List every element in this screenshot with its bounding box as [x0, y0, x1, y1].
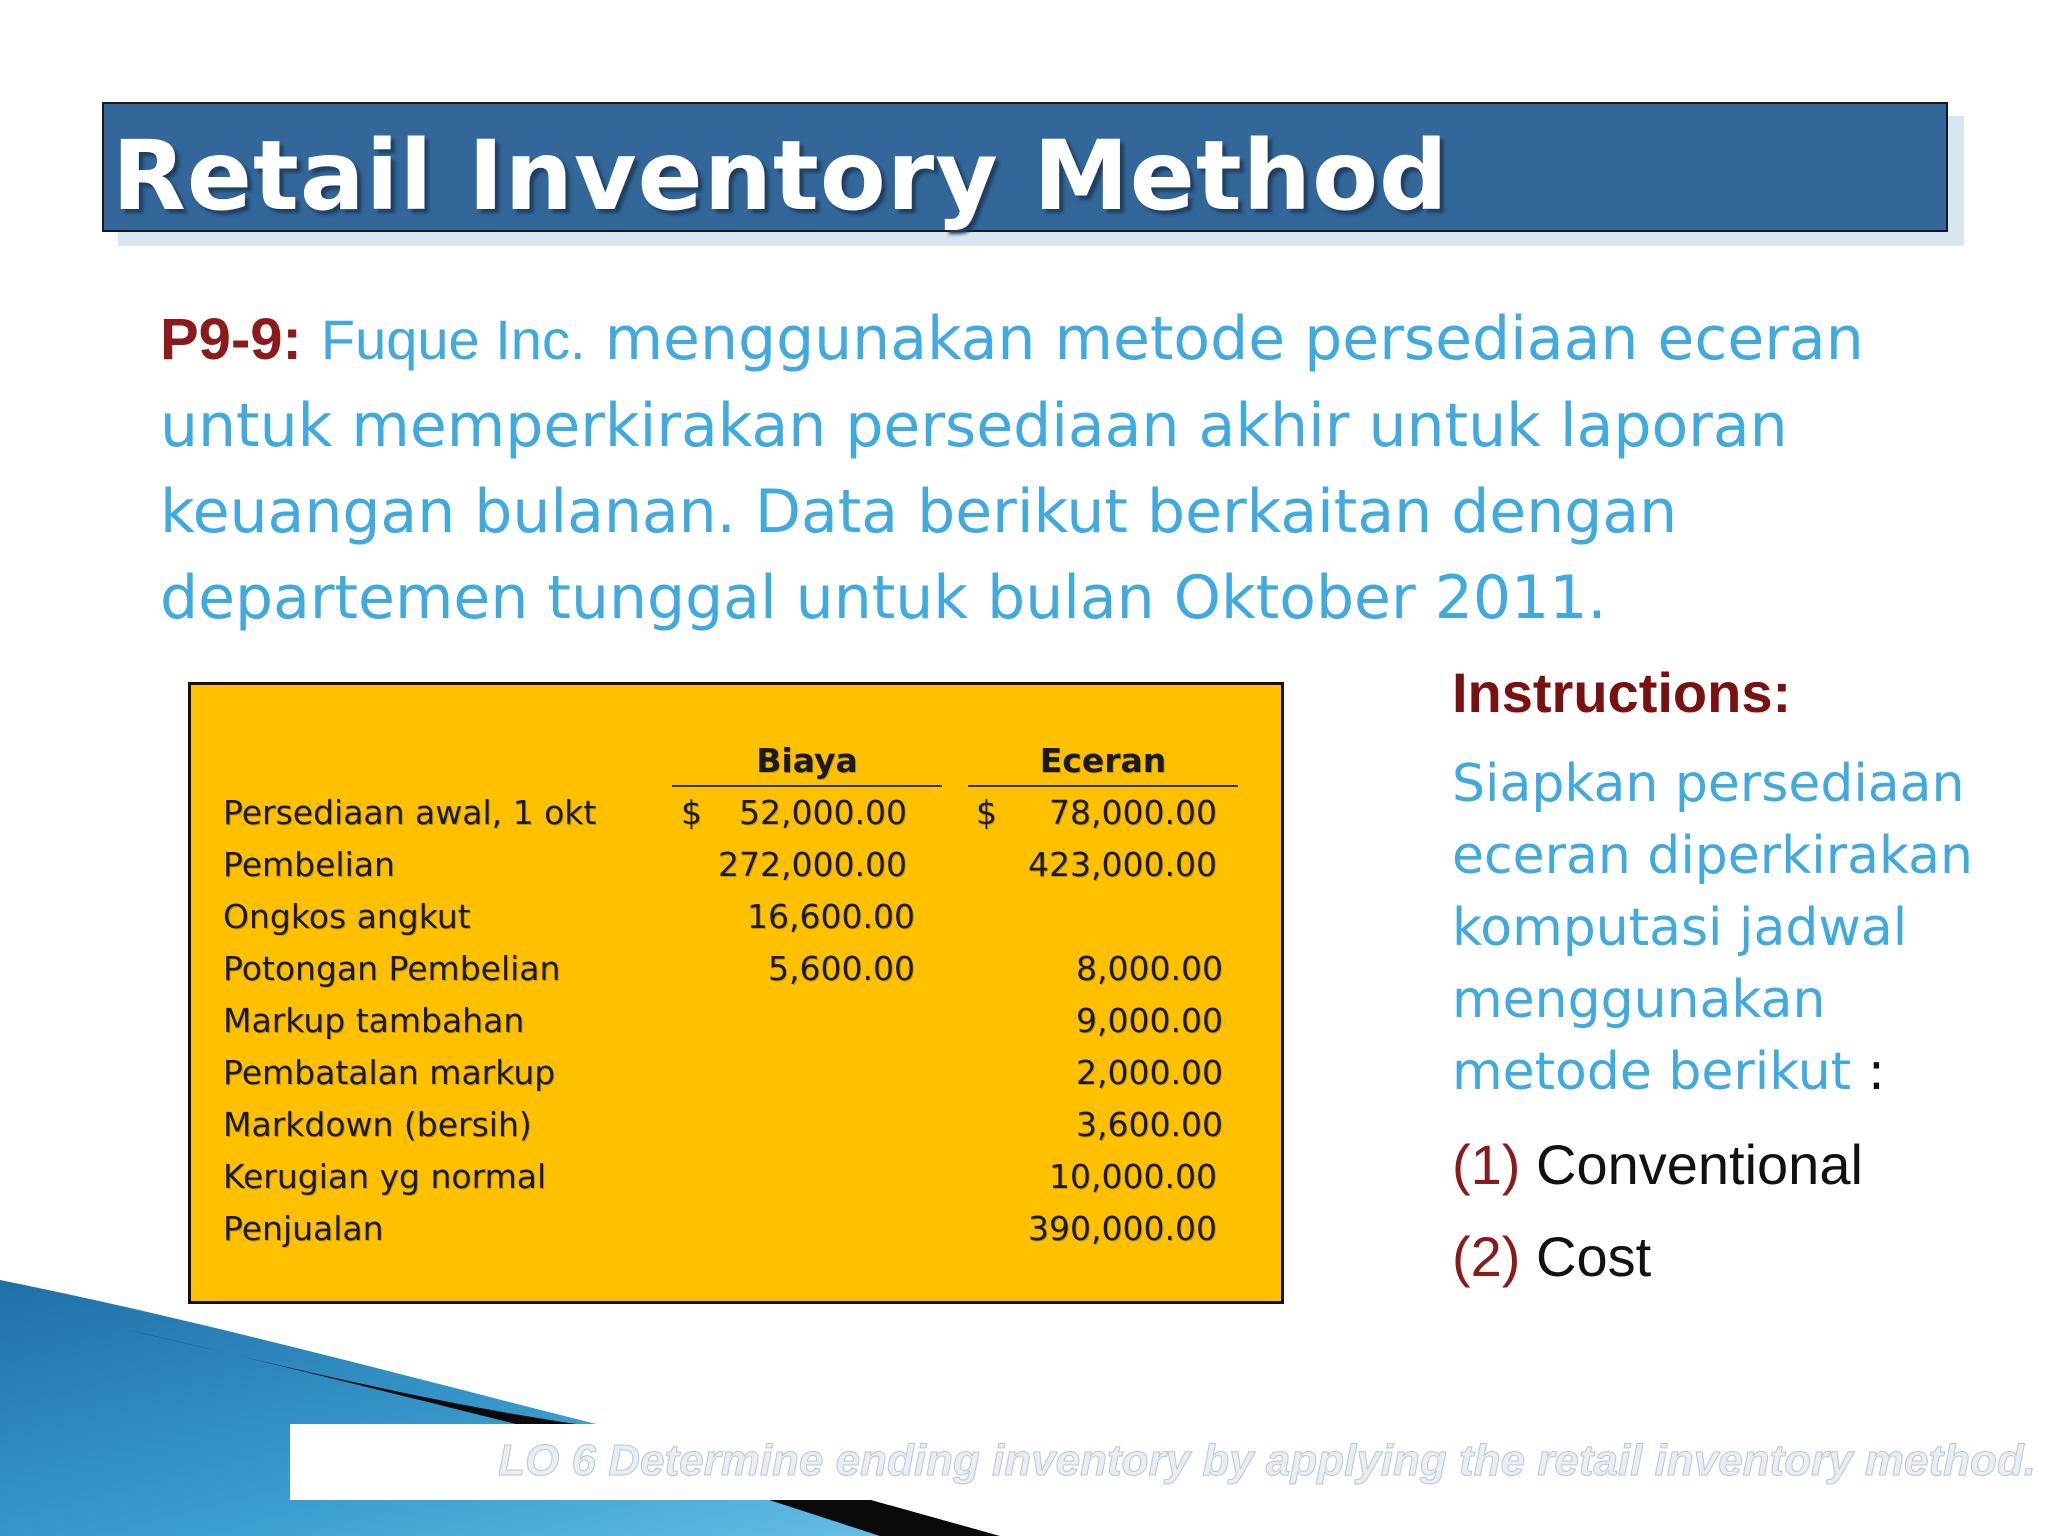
table-row	[191, 1157, 1281, 1209]
row-label: Persediaan awal, 1 okt	[223, 793, 597, 832]
table-row	[191, 1209, 1281, 1261]
data-table	[188, 682, 1284, 1304]
eceran-value: 10,000.00	[1049, 1157, 1217, 1196]
eceran-value: 9,000.00	[1076, 1001, 1223, 1040]
currency-symbol: $	[976, 793, 997, 832]
option-number: (1)	[1452, 1133, 1521, 1196]
row-label: Pembatalan markup	[223, 1053, 556, 1092]
eceran-value: 3,600.00	[1076, 1105, 1223, 1144]
table-row	[191, 1053, 1281, 1105]
table-row	[191, 897, 1281, 949]
intro-text: menggunakan metode persediaan eceran untuk memperkirakan persediaan akhir untuk laporan keuangan bulanan. Data berikut berkaitan dengan departemen tunggal untuk bulan Oktober 2011.	[160, 304, 1864, 633]
learning-objective: LO 6 Determine ending inventory by applying the retail inventory method.	[498, 1436, 2036, 1485]
option-label: Cost	[1536, 1225, 1652, 1288]
row-label: Kerugian yg normal	[223, 1157, 547, 1196]
option-number: (2)	[1452, 1225, 1521, 1288]
problem-code: P9-9:	[160, 307, 302, 372]
biaya-value: 52,000.00	[739, 793, 907, 832]
row-label: Markdown (bersih)	[223, 1105, 532, 1144]
header-eceran: Eceran	[1039, 741, 1167, 780]
biaya-value: 5,600.00	[768, 949, 915, 988]
row-label: Ongkos angkut	[223, 897, 471, 936]
instructions-text: Siapkan persediaan eceran diperkirakan komputasi jadwal menggunakan metode berikut	[1452, 754, 1973, 1102]
row-label: Potongan Pembelian	[223, 949, 561, 988]
row-label: Markup tambahan	[223, 1001, 525, 1040]
eceran-value: 390,000.00	[1028, 1209, 1217, 1248]
eceran-value: 2,000.00	[1076, 1053, 1223, 1092]
row-label: Pembelian	[223, 845, 395, 884]
instructions-heading: Instructions:	[1452, 661, 1792, 724]
header-underline	[968, 785, 1238, 787]
biaya-value: 272,000.00	[718, 845, 907, 884]
eceran-value: 423,000.00	[1028, 845, 1217, 884]
biaya-value: 16,600.00	[747, 897, 915, 936]
option-conventional	[1452, 1132, 1863, 1197]
table-row	[191, 949, 1281, 1001]
table-row	[191, 793, 1281, 845]
currency-symbol: $	[681, 793, 702, 832]
row-label: Penjualan	[223, 1209, 384, 1248]
table-row	[191, 1105, 1281, 1157]
instructions-body	[1452, 748, 2012, 1108]
header-underline	[672, 785, 942, 787]
table-row	[191, 845, 1281, 897]
table-row	[191, 1001, 1281, 1053]
eceran-value: 8,000.00	[1076, 949, 1223, 988]
eceran-value: 78,000.00	[1049, 793, 1217, 832]
slide-title: Retail Inventory Method	[112, 120, 1449, 232]
title-bar	[102, 102, 1948, 232]
company-name: Fuque Inc.	[320, 308, 586, 371]
footer-banner	[290, 1424, 2048, 1500]
intro-paragraph	[160, 296, 1980, 641]
option-label: Conventional	[1536, 1133, 1863, 1196]
instructions-colon: :	[1867, 1042, 1886, 1102]
header-biaya: Biaya	[756, 741, 858, 780]
